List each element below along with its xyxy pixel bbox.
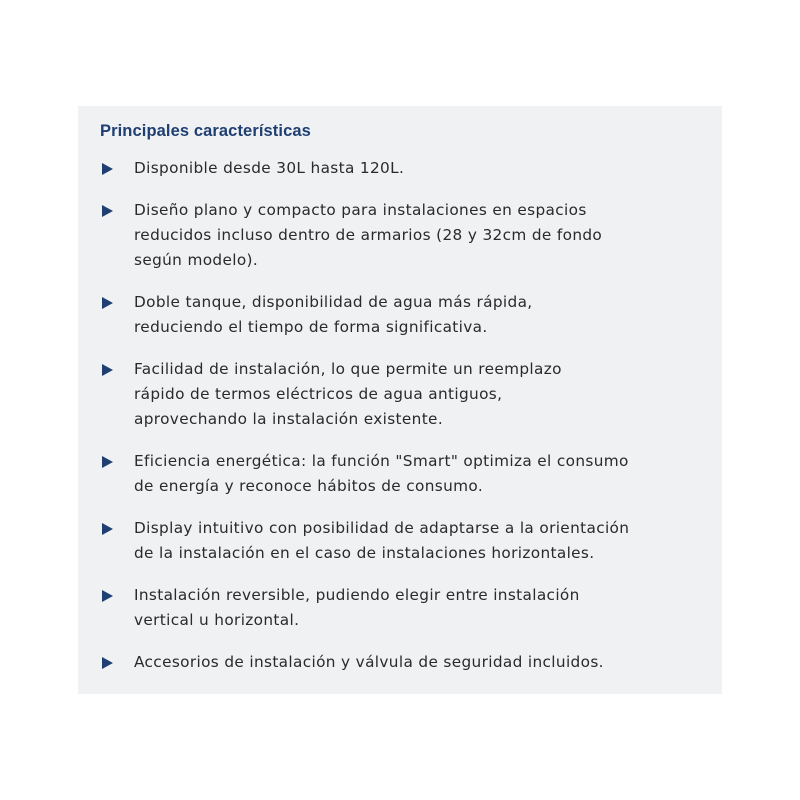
feature-text: Doble tanque, disponibilidad de agua más rápida, reduciendo el tiempo de forma significativa. xyxy=(134,293,533,336)
feature-item xyxy=(100,449,710,499)
feature-text: Eficiencia energética: la función "Smart" optimiza el consumo de energía y reconoce hábitos de consumo. xyxy=(134,452,629,495)
triangle-right-icon xyxy=(102,657,113,669)
feature-item xyxy=(100,516,710,566)
triangle-right-icon xyxy=(102,590,113,602)
triangle-right-icon xyxy=(102,364,113,376)
triangle-right-icon xyxy=(102,163,113,175)
feature-text: Accesorios de instalación y válvula de seguridad incluidos. xyxy=(134,653,604,671)
features-list xyxy=(100,156,710,692)
features-panel xyxy=(78,106,722,694)
feature-item xyxy=(100,583,710,633)
triangle-right-icon xyxy=(102,205,113,217)
triangle-right-icon xyxy=(102,456,113,468)
feature-text: Disponible desde 30L hasta 120L. xyxy=(134,159,405,177)
triangle-right-icon xyxy=(102,297,113,309)
feature-text: Facilidad de instalación, lo que permite un reemplazo rápido de termos eléctricos de agua antiguos, aprovechando la instalación existente. xyxy=(134,360,562,428)
feature-text: Instalación reversible, pudiendo elegir entre instalación vertical u horizontal. xyxy=(134,586,580,629)
feature-item xyxy=(100,156,710,181)
feature-item xyxy=(100,290,710,340)
feature-text: Diseño plano y compacto para instalaciones en espacios reducidos incluso dentro de armarios (28 y 32cm de fondo según modelo). xyxy=(134,201,603,269)
triangle-right-icon xyxy=(102,523,113,535)
feature-item xyxy=(100,198,710,273)
section-title: Principales características xyxy=(100,122,311,140)
feature-text: Display intuitivo con posibilidad de adaptarse a la orientación de la instalación en el caso de instalaciones horizontales. xyxy=(134,519,630,562)
feature-item xyxy=(100,357,710,432)
feature-item xyxy=(100,650,710,675)
